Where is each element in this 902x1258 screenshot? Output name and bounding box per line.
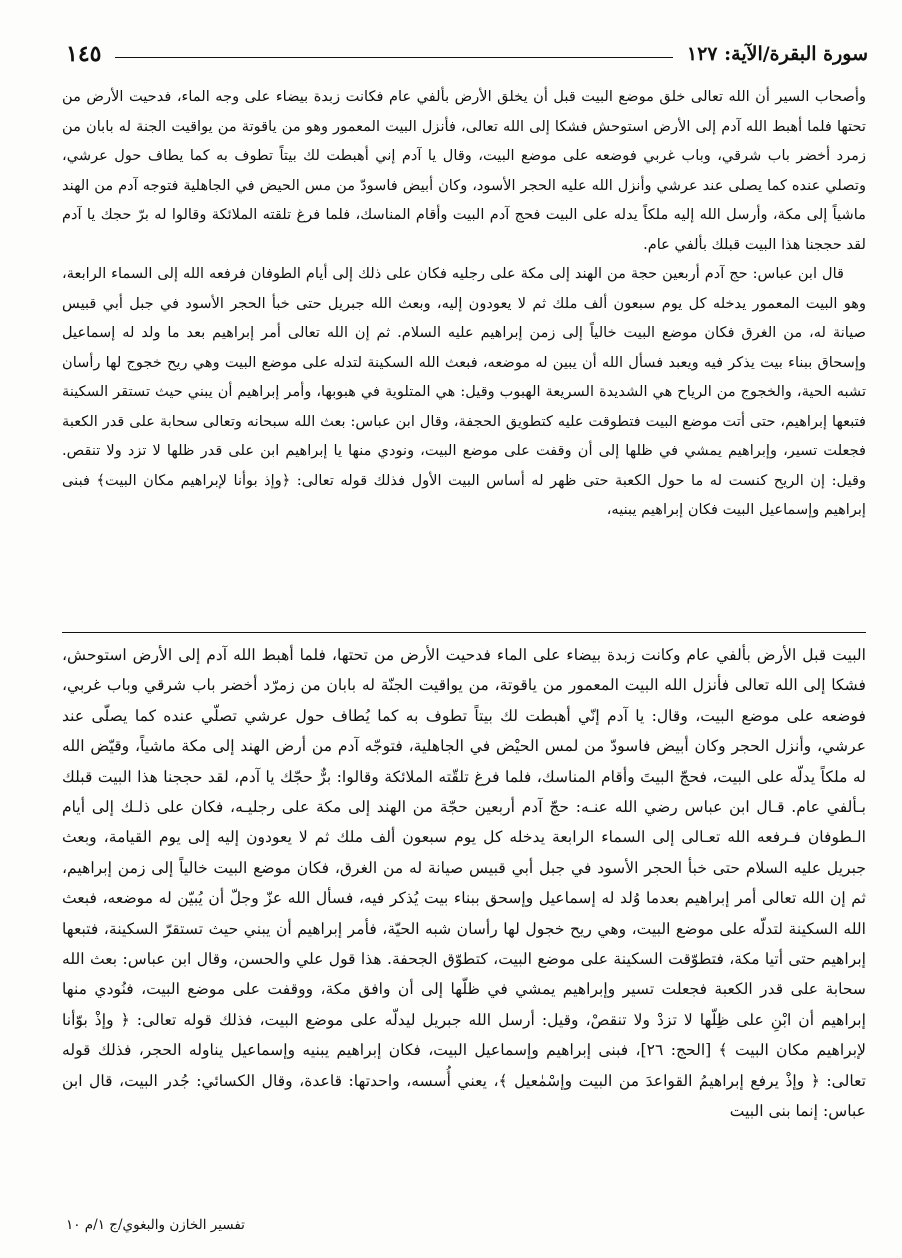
page-number: ١٤٥ (66, 41, 102, 67)
upper-paragraph: وأصحاب السير أن الله تعالى خلق موضع البيت قبل أن يخلق الأرض بألفي عام فكانت زبدة بيضاء على وجه الماء، فدحيت الأرض من تحتها فلما أهبط الله آدم إلى الأرض استوحش فشكا إلى الله تعالى، فأنزل البيت المعمور وهو من ياقوتة من يواقيت الجنة له بابان من زمرد أخضر باب شرقي، وباب غربي فوضعه على موضع البيت، وقال يا آدم إني أهبطت لك بيتاً تطوف به كما يطاف حول عرشي، وتصلي عنده كما يصلى عند عرشي وأنزل الله عليه الحجر الأسود، وكان أبيض فاسودّ من مس الحيض في الجاهلية فتوجه آدم من الهند ماشياً إلى مكة، وأرسل الله إليه ملكاً يدله على البيت فحج آدم البيت وأقام المناسك، فلما فرغ تلقته الملائكة وقالوا له برّ حجك يا آدم لقد حججنا هذا البيت قبلك بألفي عام. (62, 88, 866, 253)
page-header (66, 34, 868, 74)
lower-paragraph: البيت قبل الأرض بألفي عام وكانت زبدة بيضاء على الماء فدحيت الأرض من تحتها، فلما أهبط الله آدم إلى الأرض استوحش، فشكا إلى الله تعالى فأنزل الله البيت المعمور من ياقوتة، من يواقيت الجنّة له بابان من زمرّد أخضر باب شرقي وباب غربي، فوضعه على موضع البيت، وقال: يا آدم إنّي أهبطت لك بيتاً تطوف به كما يُطاف حول عرشي تصلّي عنده كما يصلّى عند عرشي، وأنزل الحجر وكان أبيض فاسودّ من لمس الحيْض في الجاهلية، فتوجّه آدم من أرض الهند إلى مكة ماشياً، وقيّض الله له ملكاً يدلّه على البيت، فحجّ البيتَ وأقام المناسك، فلما فرغ تلقّته الملائكة وقالوا: برٌّ حجّك يا آدم، لقد حججنا هذا البيت قبلك بـألفي عام. قـال ابن عباس رضي الله عنـه: حجّ آدم أربعين حجّة من الهند إلى مكة على رجليـه، فكان على ذلـك إلى أيام الـطوفان فـرفعه الله تعـالى إلى السماء الرابعة يدخله كل يوم سبعون ألف ملك ثم لا يعودون إليه إلى يوم القيامة، وبعث جبريل عليه السلام حتى خبأ الحجر الأسود في جبل أبي قبيس صيانة له من الغرق، فكان موضع البيت خالياً إلى زمن إبراهيم، ثم إن الله تعالى أمر إبراهيم بعدما وُلد له إسماعيل وإسحق ببناء بيت يُذكر فيه، فسأل الله عزّ وجلّ أن يُبيّن له موضعه، فبعث الله السكينة لتدلّه على موضع البيت، وهي ريح خجول لها رأسان شبه الحيّة، فأمر إبراهيم أن يبني حيث تستقرّ السكينة، فتبعها إبراهيم حتى أتيا مكة، فتطوّقت السكينة على موضع البيت، كتطوّق الجحفة. هذا قول علي والحسن، وقال ابن عباس: بعث الله سحابة على قدر الكعبة فجعلت تسير وإبراهيم يمشي في ظلّها إلى أن وافق مكة، ووقفت على موضع البيت، فنُودي منها إبراهيم أن ابْنِ على ظِلّها لا تزدْ ولا تنقصْ، وقيل: أرسل الله جبريل ليدلّه على موضع البيت، فذلك قوله تعالى: ﴿ وإذْ بوّأنا لإبراهيم مكان البيت ﴾ [الحج: ٢٦]، فبنى إبراهيم وإسماعيل البيت، فكان إبراهيم يبنيه وإسماعيل يناوله الحجر، فذلك قوله تعالى: ﴿ وإذْ يرفع إبراهيمُ القواعدَ من البيت وإسْمٰعيل ﴾، يعني أُسسه، واحدتها: قاعدة، وقال الكسائي: جُدر البيت، قال ابن عباس: إنما بنى البيت (62, 646, 866, 1121)
header-rule (115, 57, 672, 58)
upper-commentary (62, 82, 866, 525)
section-divider (62, 632, 866, 633)
upper-paragraph: قال ابن عباس: حج آدم أربعين حجة من الهند إلى مكة على رجليه فكان على ذلك إلى أيام الطوفان فرفعه الله إلى السماء الرابعة، وهو البيت المعمور يدخله كل يوم سبعون ألف ملك ثم لا يعودون إليه، وبعث الله جبريل حتى خبأ الحجر الأسود في جبل أبي قبيس صيانة له، من الغرق فكان موضع البيت خالياً إلى زمن إبراهيم عليه السلام. ثم إن الله تعالى أمر إبراهيم بعد ما ولد له إسماعيل وإسحاق ببناء بيت يذكر فيه ويعبد فسأل الله أن يبين له موضعه، فبعث الله السكينة لتدله على موضع البيت وهي ريح خجوج لها رأسان تشبه الحية، والخجوج من الرياح هي الشديدة السريعة الهبوب وقيل: هي المتلوية في هبوبها، وأمر إبراهيم أن يبني حيث تستقر السكينة فتبعها إبراهيم، حتى أتت موضع البيت فتطوقت عليه كتطويق الحجفة، وقال ابن عباس: بعث الله سبحانه وتعالى سحابة على قدر الكعبة فجعلت تسير، وإبراهيم يمشي في ظلها إلى أن وقفت على موضع البيت، ونودي منها يا إبراهيم ابن على قدر ظلها لا تزد ولا تنقص. وقيل: إن الريح كنست له ما حول الكعبة حتى ظهر له أساس البيت الأول فذلك قوله تعالى: ﴿وإذ بوأنا لإبراهيم مكان البيت﴾ فبنى إبراهيم وإسماعيل البيت فكان إبراهيم يبنيه، (62, 265, 866, 518)
sura-verse-label: سورة البقرة/الآية: ١٢٧ (686, 43, 868, 65)
book-signature: تفسير الخازن والبغوي/ج ١/م ١٠ (66, 1217, 245, 1233)
lower-commentary (62, 640, 866, 1127)
